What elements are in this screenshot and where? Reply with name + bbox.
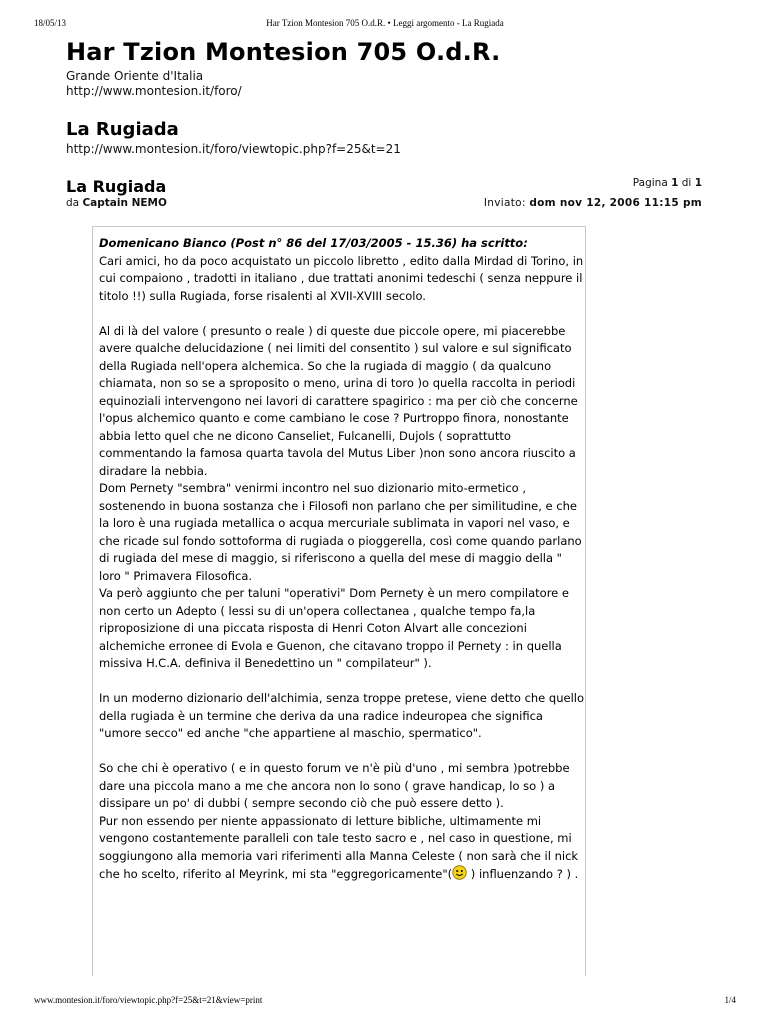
- page-info: [633, 177, 702, 189]
- page-total: 1: [694, 177, 702, 189]
- post-paragraph-last: [99, 813, 587, 884]
- quote-header: Domenicano Bianco (Post n° 86 del 17/03/2005 - 15.36) ha scritto:: [99, 236, 528, 250]
- post-paragraph: Al di là del valore ( presunto o reale ) di queste due piccole opere, mi piacerebbe avere qualche delucidazione ( nei limiti del consentito ) sul valore e sul significato della Rugiada nell'opera alchemica. So che la rugiada di maggio ( da qualcuno chiamata, non so se a sproposito o meno, urina di toro )o quella raccolta in periodi equinoziali intervengono nei lavori di carattere spagirico : ma per ciò che concerne l'opus alchemico quanto e come cambiano le cose ? Purtroppo finora, nonostante abbia letto quel che ne dicono Canseliet, Fulcanelli, Dujols ( soprattutto commentando la famosa quarta tavola del Mutus Liber )non sono ancora riuscito a diradare la nebbia.: [99, 323, 582, 478]
- paragraph-gap: [99, 743, 587, 761]
- quote-content: [99, 235, 587, 884]
- paragraph-gap: [99, 673, 587, 691]
- site-subtitle: Grande Oriente d'Italia: [66, 69, 204, 83]
- print-footer-page: 1/4: [724, 995, 736, 1005]
- post-title: La Rugiada: [66, 177, 167, 196]
- sent-label: Inviato:: [483, 197, 526, 209]
- smiley-face-icon: [452, 865, 467, 880]
- page-current: 1: [671, 177, 679, 189]
- forum-title: La Rugiada: [66, 119, 179, 140]
- author-name: Captain NEMO: [82, 197, 167, 209]
- topic-url[interactable]: http://www.montesion.it/foro/viewtopic.php?f=25&t=21: [66, 142, 401, 156]
- post-author-line: [66, 197, 167, 209]
- page-sep: di: [681, 177, 692, 189]
- site-url[interactable]: http://www.montesion.it/foro/: [66, 84, 242, 98]
- post-paragraph: Cari amici, ho da poco acquistato un piccolo libretto , edito dalla Mirdad di Torino, in cui compaiono , tradotti in italiano , due trattati anonimi tedeschi ( senza neppure il titolo !!) sulla Rugiada, forse risalenti al XVII-XVIII secolo.: [99, 253, 587, 303]
- author-prefix: da: [66, 197, 80, 209]
- post-paragraph: In un moderno dizionario dell'alchimia, senza troppe pretese, viene detto che quello della rugiada è un termine che deriva da una radice indeuropea che significa "umore secco" ed anche "che appartiene al maschio, spermatico".: [99, 691, 588, 740]
- post-paragraph: So che chi è operativo ( e in questo forum ve n'è più d'uno , mi sembra )potrebbe dare una piccola mano a me che ancora non lo sono ( grave handicap, lo so ) a dissipare un po' di dubbi ( sempre secondo ciò che può essere detto ).: [99, 761, 574, 810]
- sent-info: [484, 197, 702, 209]
- print-footer-url: www.montesion.it/foro/viewtopic.php?f=25&t=21&view=print: [34, 995, 263, 1005]
- post-paragraph: Dom Pernety "sembra" venirmi incontro nel suo dizionario mito-ermetico , sostenendo in buona sostanza che i Filosofi non parlano che per similitudine, e che la loro è una rugiada metallica o acqua mercuriale sublimata in vapori nel vaso, e che ricade sul fondo sottoforma di rugiada o pioggerella, così come quando parlano di rugiada del mese di maggio, si riferiscono a quella del mese di maggio della " loro " Primavera Filosofica.: [99, 481, 586, 583]
- sent-date: dom nov 12, 2006 11:15 pm: [529, 197, 702, 209]
- paragraph-gap: [99, 305, 587, 323]
- post-paragraph-text: Pur non essendo per niente appassionato di letture bibliche, ultimamente mi vengono costantemente paralleli con tale testo sacro e , nel caso in questione, mi soggiungono alla memoria vari riferimenti alla Manna Celeste ( non sarà che il nick che ho scelto, riferito al Meyrink, mi sta "eggregoricamente"(: [99, 813, 582, 881]
- site-title: Har Tzion Montesion 705 O.d.R.: [66, 38, 501, 66]
- print-date: 18/05/13: [34, 18, 67, 28]
- post-paragraph: Va però aggiunto che per taluni "operativi" Dom Pernety è un mero compilatore e non certo un Adepto ( lessi su di un'opera collectanea , qualche tempo fa,la riproposizione di una piccata risposta di Henri Coton Alvart alle concezioni alchemiche erronee di Evola e Guenon, che citavano troppo il Pernety : in quella missiva H.C.A. definiva il Benedettino un " compilateur" ).: [99, 586, 573, 670]
- post-paragraph-tail: ) influenzando ? ) .: [467, 867, 579, 881]
- print-title: Har Tzion Montesion 705 O.d.R. • Leggi argomento - La Rugiada: [266, 18, 504, 28]
- page-label: Pagina: [632, 177, 668, 189]
